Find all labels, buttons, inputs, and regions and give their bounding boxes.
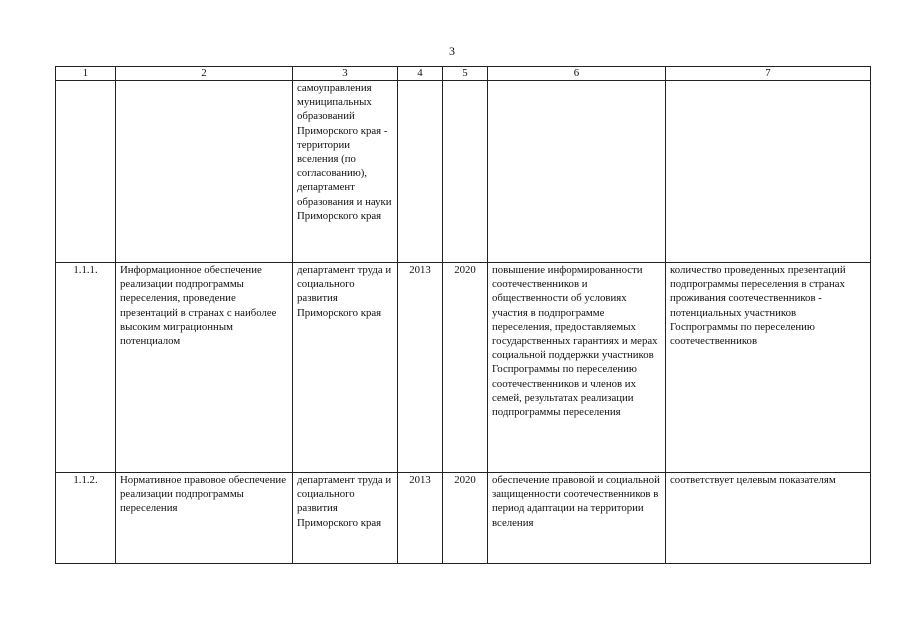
expected-result-cell: обеспечение правовой и социальной защищенности соотечественников в период адаптации на территории вселения bbox=[488, 473, 666, 564]
program-table bbox=[55, 66, 871, 564]
executor-cell: департамент труда и социального развития Приморского края bbox=[293, 263, 398, 473]
end-year-cell: 2020 bbox=[443, 473, 488, 564]
column-header: 4 bbox=[398, 67, 443, 81]
indicator-cell: количество проведенных презентаций подпрограммы переселения в странах проживания соотечественников - потенциальных участников Госпрограммы по переселению соотечественников bbox=[666, 263, 871, 473]
indicator-cell: соответствует целевым показателям bbox=[666, 473, 871, 564]
start-year-cell: 2013 bbox=[398, 263, 443, 473]
row-number-cell bbox=[56, 81, 116, 263]
row-number-cell: 1.1.1. bbox=[56, 263, 116, 473]
start-year-cell: 2013 bbox=[398, 473, 443, 564]
column-header: 5 bbox=[443, 67, 488, 81]
activity-name-cell: Нормативное правовое обеспечение реализации подпрограммы переселения bbox=[116, 473, 293, 564]
table-row bbox=[56, 473, 871, 564]
page-number: 3 bbox=[449, 44, 455, 58]
column-header: 1 bbox=[56, 67, 116, 81]
indicator-cell bbox=[666, 81, 871, 263]
activity-name-cell bbox=[116, 81, 293, 263]
column-header: 6 bbox=[488, 67, 666, 81]
table-row bbox=[56, 263, 871, 473]
start-year-cell bbox=[398, 81, 443, 263]
executor-cell: самоуправления муниципальных образований Приморского края - территории вселения (по согласованию), департамент образования и науки Приморского края bbox=[293, 81, 398, 263]
end-year-cell: 2020 bbox=[443, 263, 488, 473]
row-number-cell: 1.1.2. bbox=[56, 473, 116, 564]
column-header: 7 bbox=[666, 67, 871, 81]
activity-name-cell: Информационное обеспечение реализации подпрограммы переселения, проведение презентаций в странах с наиболее высоким миграционным потенциалом bbox=[116, 263, 293, 473]
column-header: 3 bbox=[293, 67, 398, 81]
expected-result-cell bbox=[488, 81, 666, 263]
end-year-cell bbox=[443, 81, 488, 263]
column-header: 2 bbox=[116, 67, 293, 81]
expected-result-cell: повышение информированности соотечественников и общественности об условиях участия в подпрограмме переселения, предоставляемых государственных гарантиях и мерах социальной поддержки участников Госпрограммы по переселению соотечественников и членов их семей, результатах реализации подпрограммы переселения bbox=[488, 263, 666, 473]
table-row bbox=[56, 81, 871, 263]
executor-cell: департамент труда и социального развития Приморского края bbox=[293, 473, 398, 564]
header-row bbox=[56, 67, 871, 81]
